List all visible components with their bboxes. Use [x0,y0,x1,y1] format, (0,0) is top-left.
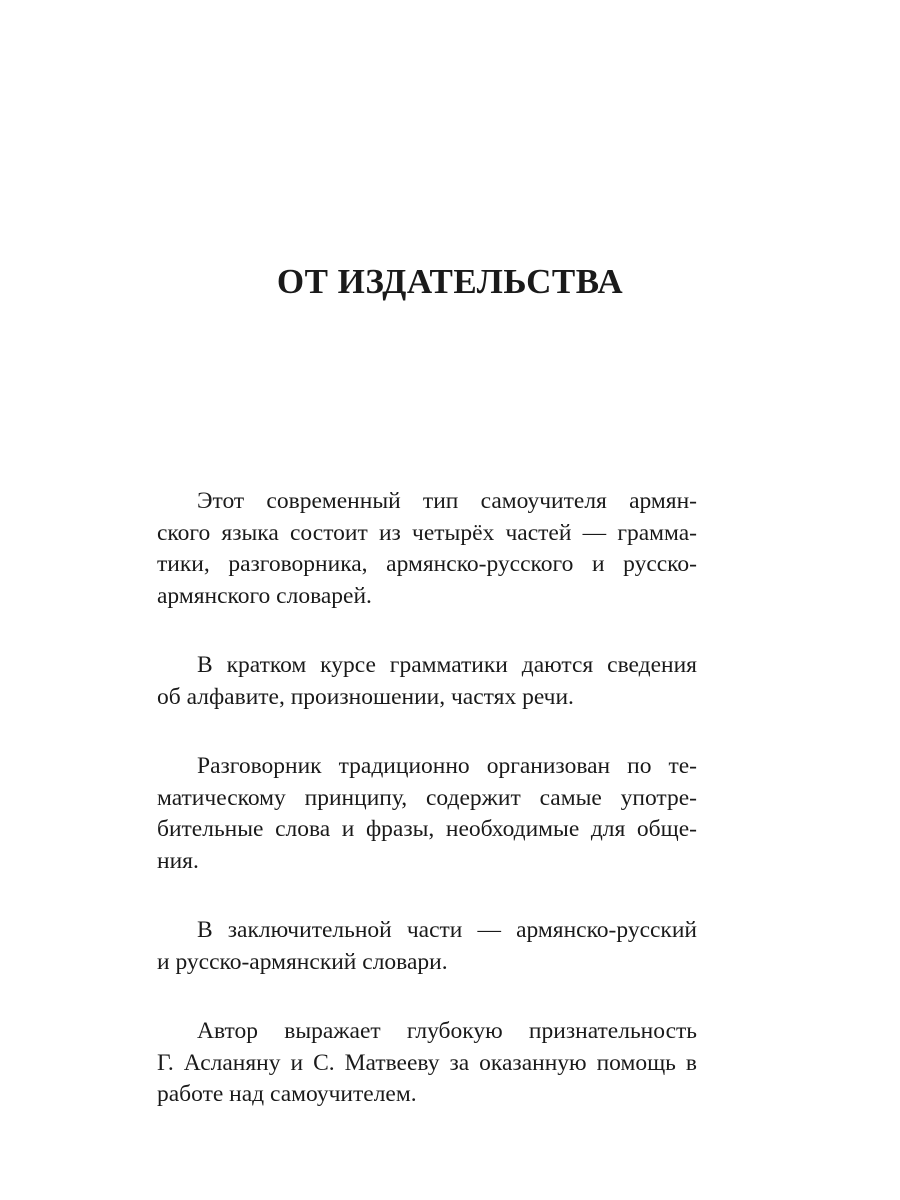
text-line: армянского словарей. [157,582,372,609]
page-title: ОТ ИЗДАТЕЛЬСТВА [276,262,624,301]
paragraph-1 [157,486,697,612]
text-line: ния. [157,847,199,874]
text-line: Разговорник традиционно организован по те- [197,753,697,779]
text-line: Г. Асланяну и С. Матвееву за оказанную помощь в [157,1049,697,1076]
text-line: тики, разговорника, армянско-русского и русско- [157,551,697,577]
paragraph-5 [157,1016,697,1111]
paragraph-4 [157,915,697,978]
paragraph-3 [157,751,697,877]
text-line: работе над самоучителем. [157,1081,417,1107]
paragraph-2 [157,650,697,713]
body-text [157,486,697,1149]
text-line: матическому принципу, содержит самые употре- [157,784,697,811]
text-line: В заключительной части — армянско-русский [197,917,697,943]
text-line: Этот современный тип самоучителя армян- [197,488,697,514]
text-line: об алфавите, произношении, частях речи. [157,683,574,710]
text-line: ского языка состоит из четырёх частей — грамма- [157,519,697,546]
text-line: бительные слова и фразы, необходимые для обще- [157,816,697,842]
text-line: и русско-армянский словари. [157,948,448,975]
text-line: В кратком курсе грамматики даются сведения [197,652,697,678]
text-line: Автор выражает глубокую признательность [197,1018,697,1044]
